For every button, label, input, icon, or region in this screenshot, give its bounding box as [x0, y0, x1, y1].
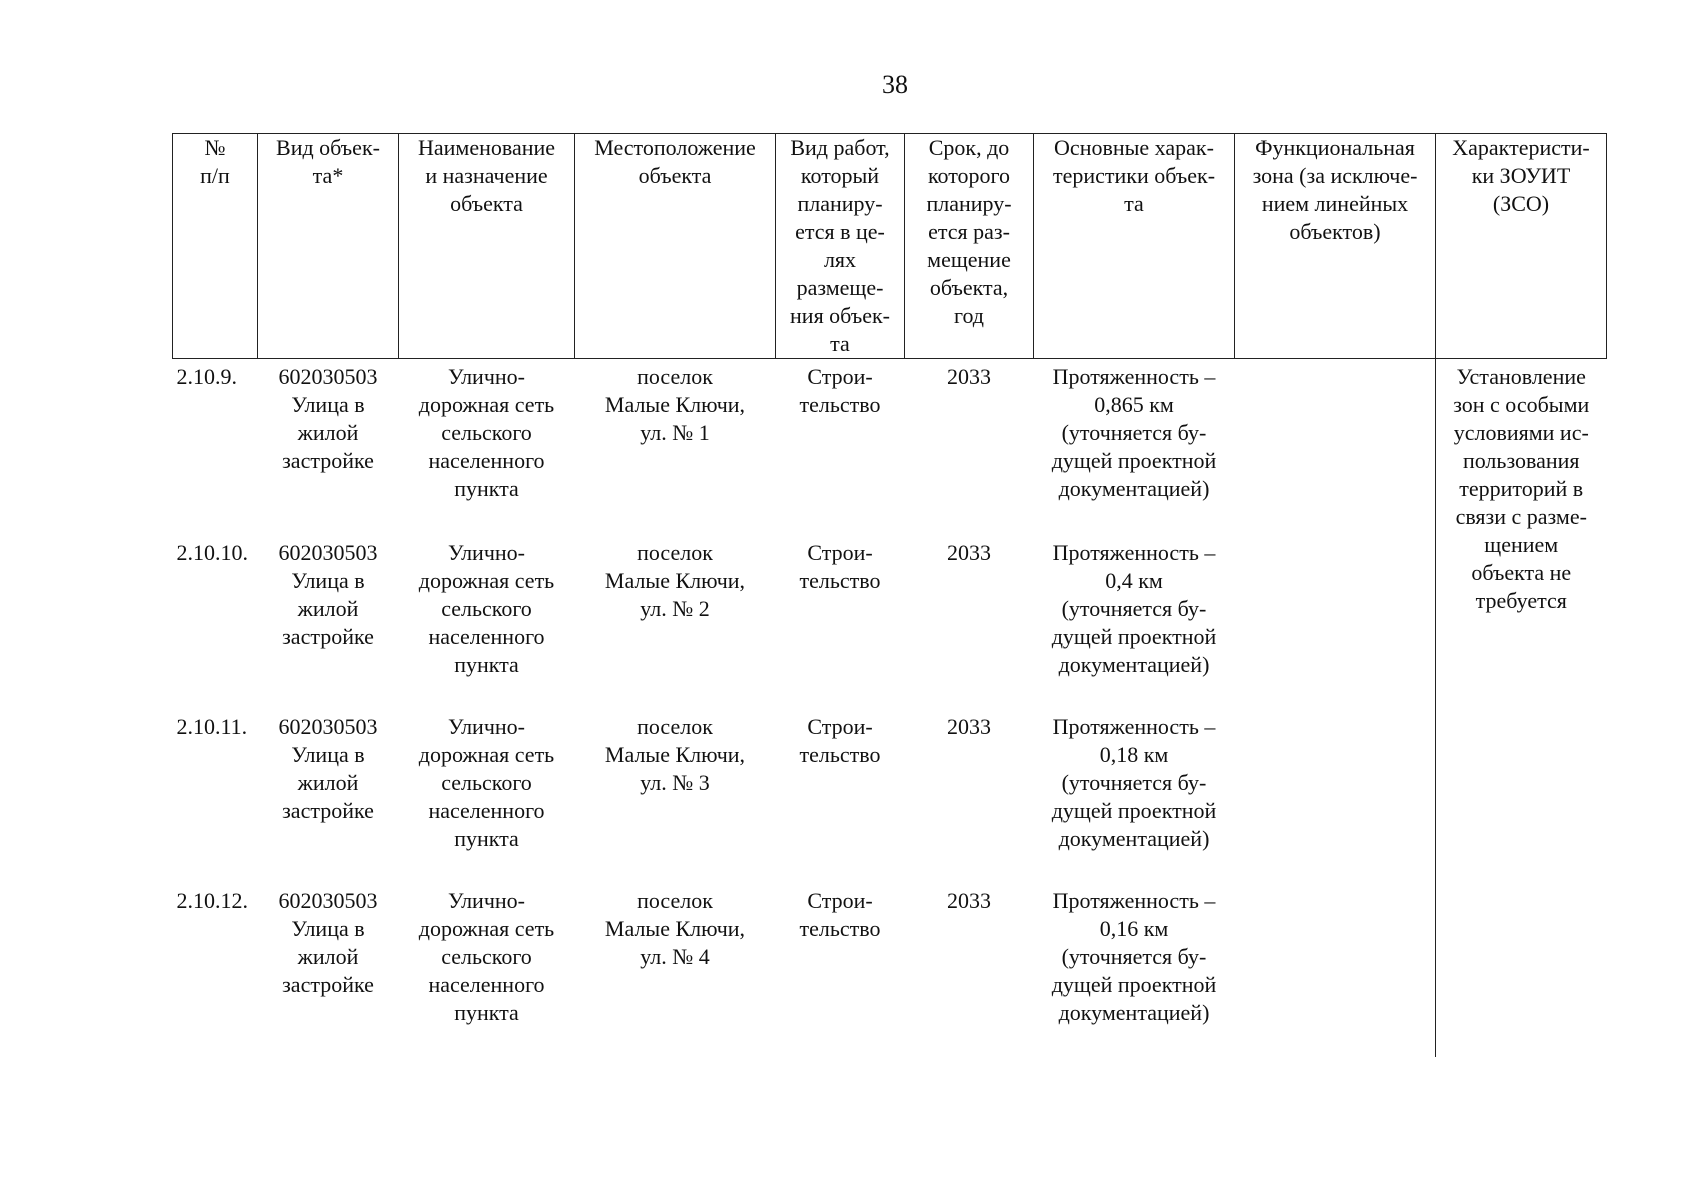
header-line: который: [800, 163, 880, 188]
table-row: [173, 535, 1607, 709]
cell-line: 602030503: [278, 888, 378, 913]
cell-line: Малые Ключи,: [604, 392, 746, 417]
table-header-row: [173, 134, 1607, 359]
cell-line: поселок: [637, 714, 713, 739]
cell-line: Строи-: [807, 364, 873, 389]
cell-line: жилой: [297, 420, 359, 445]
header-line: мещение: [927, 247, 1011, 272]
cell-line: 0,16 км: [1099, 916, 1169, 941]
cell-line: сельского: [441, 420, 532, 445]
header-line: объекта,: [929, 275, 1009, 300]
cell-line: Протяженность –: [1052, 364, 1216, 389]
table-body: [173, 359, 1607, 1058]
cell-line: 0,865 км: [1094, 392, 1174, 417]
cell-line: жилой: [297, 596, 359, 621]
cell-location: [575, 535, 776, 709]
header-line: год: [953, 303, 985, 328]
cell-line: застройке: [282, 972, 374, 997]
cell-line: Строи-: [807, 714, 873, 739]
header-object-kind: [258, 134, 399, 359]
cell-line: документацией): [1058, 1000, 1210, 1025]
header-line: Характеристи-: [1452, 135, 1590, 160]
cell-line: Улично-: [447, 714, 525, 739]
cell-line: дущей проектной: [1051, 624, 1217, 649]
cell-work-type: [776, 883, 905, 1057]
header-line: лях: [823, 247, 857, 272]
header-line: №: [204, 135, 226, 160]
cell-line: Улица в: [291, 916, 365, 941]
page-number: 38: [882, 70, 908, 99]
cell-functional-zone: [1235, 883, 1436, 1057]
cell-line: застройке: [282, 448, 374, 473]
cell-line: зон с особыми: [1453, 392, 1590, 417]
header-line: Местоположение: [594, 135, 756, 160]
header-line: та: [830, 331, 850, 356]
header-line: ется в це-: [795, 219, 885, 244]
header-name-purpose: [399, 134, 575, 359]
cell-line: объекта не: [1471, 560, 1572, 585]
cell-line: застройке: [282, 798, 374, 823]
header-line: теристики объек-: [1052, 163, 1216, 188]
cell-line: пользования: [1462, 448, 1580, 473]
cell-line: 0,18 км: [1099, 742, 1169, 767]
cell-work-type: [776, 359, 905, 536]
cell-object-kind: [258, 883, 399, 1057]
cell-line: (уточняется бу-: [1061, 770, 1207, 795]
cell-line: Протяженность –: [1052, 714, 1216, 739]
cell-line: документацией): [1058, 652, 1210, 677]
cell-line: Улично-: [447, 888, 525, 913]
cell-line: Малые Ключи,: [604, 916, 746, 941]
cell-line: Установление: [1456, 364, 1586, 389]
header-line: зона (за исключе-: [1252, 163, 1418, 188]
header-line: та*: [312, 163, 344, 188]
cell-line: Протяженность –: [1052, 540, 1216, 565]
cell-line: ул. № 4: [640, 944, 710, 969]
header-line: та: [1124, 191, 1144, 216]
table-row: [173, 709, 1607, 883]
cell-line: тельство: [799, 916, 881, 941]
cell-line: Малые Ключи,: [604, 568, 746, 593]
cell-line: населенного: [428, 972, 545, 997]
cell-line: ул. № 2: [640, 596, 710, 621]
header-functional-zone: [1235, 134, 1436, 359]
header-line: планиру-: [926, 191, 1012, 216]
cell-name-purpose: [399, 535, 575, 709]
objects-table: [172, 133, 1607, 1057]
cell-deadline-year: 2033: [947, 364, 991, 389]
cell-line: сельского: [441, 944, 532, 969]
header-line: объекта: [638, 163, 712, 188]
header-line: и назначение: [425, 163, 548, 188]
cell-number: 2.10.9.: [176, 364, 237, 389]
table-row: [173, 359, 1607, 536]
cell-object-kind: [258, 359, 399, 536]
header-line: Функциональная: [1255, 135, 1415, 160]
cell-deadline-year: 2033: [947, 714, 991, 739]
cell-line: 0,4 км: [1105, 568, 1163, 593]
cell-line: требуется: [1475, 588, 1567, 613]
cell-line: жилой: [297, 770, 359, 795]
cell-line: тельство: [799, 742, 881, 767]
header-number: [173, 134, 258, 359]
cell-line: связи с разме-: [1455, 504, 1587, 529]
cell-line: пункта: [454, 652, 519, 677]
cell-line: дорожная сеть: [418, 392, 555, 417]
header-line: планиру-: [797, 191, 883, 216]
header-line: ки ЗОУИТ: [1471, 163, 1571, 188]
header-line: Срок, до: [928, 135, 1010, 160]
header-line: ется раз-: [928, 219, 1010, 244]
cell-line: Улица в: [291, 568, 365, 593]
cell-line: дущей проектной: [1051, 972, 1217, 997]
cell-line: тельство: [799, 392, 881, 417]
cell-zouit-note: [1436, 359, 1607, 1058]
cell-location: [575, 883, 776, 1057]
header-work-type: [776, 134, 905, 359]
cell-line: Малые Ключи,: [604, 742, 746, 767]
cell-deadline-year: 2033: [947, 888, 991, 913]
cell-location: [575, 359, 776, 536]
cell-line: территорий в: [1459, 476, 1584, 501]
header-line: нием линейных: [1261, 191, 1409, 216]
cell-name-purpose: [399, 359, 575, 536]
cell-line: Улично-: [447, 540, 525, 565]
cell-functional-zone: [1235, 535, 1436, 709]
cell-deadline-year: 2033: [947, 540, 991, 565]
cell-line: поселок: [637, 364, 713, 389]
cell-line: дущей проектной: [1051, 798, 1217, 823]
header-line: размеще-: [796, 275, 884, 300]
header-zouit: [1436, 134, 1607, 359]
cell-line: 602030503: [278, 364, 378, 389]
header-line: объекта: [450, 191, 523, 216]
table-row: [173, 883, 1607, 1057]
cell-name-purpose: [399, 709, 575, 883]
cell-number: 2.10.12.: [176, 888, 248, 913]
header-location: [575, 134, 776, 359]
cell-line: документацией): [1058, 476, 1210, 501]
cell-work-type: [776, 709, 905, 883]
cell-line: сельского: [441, 596, 532, 621]
cell-line: (уточняется бу-: [1061, 944, 1207, 969]
cell-characteristics: [1034, 709, 1235, 883]
cell-line: щением: [1484, 532, 1559, 557]
cell-line: Улица в: [291, 742, 365, 767]
header-line: Основные харак-: [1054, 135, 1214, 160]
header-line: Вид объек-: [276, 135, 380, 160]
cell-name-purpose: [399, 883, 575, 1057]
header-line: п/п: [200, 163, 230, 188]
cell-line: застройке: [282, 624, 374, 649]
cell-number: 2.10.11.: [176, 714, 248, 739]
cell-line: пункта: [454, 1000, 519, 1025]
cell-line: 602030503: [278, 540, 378, 565]
cell-line: документацией): [1058, 826, 1210, 851]
cell-line: населенного: [428, 798, 545, 823]
cell-line: Строи-: [807, 540, 873, 565]
cell-characteristics: [1034, 535, 1235, 709]
cell-line: населенного: [428, 448, 545, 473]
header-line: (ЗСО): [1492, 191, 1550, 216]
cell-line: поселок: [637, 540, 713, 565]
cell-line: жилой: [297, 944, 359, 969]
cell-line: Улично-: [447, 364, 525, 389]
header-line: Наименование: [417, 135, 556, 160]
cell-line: Протяженность –: [1052, 888, 1216, 913]
header-deadline: [905, 134, 1034, 359]
cell-line: поселок: [637, 888, 713, 913]
cell-line: дорожная сеть: [418, 568, 555, 593]
header-characteristics: [1034, 134, 1235, 359]
cell-characteristics: [1034, 359, 1235, 536]
cell-work-type: [776, 535, 905, 709]
cell-line: пункта: [454, 826, 519, 851]
cell-line: Улица в: [291, 392, 365, 417]
cell-object-kind: [258, 709, 399, 883]
cell-line: дорожная сеть: [418, 916, 555, 941]
cell-line: пункта: [454, 476, 519, 501]
cell-location: [575, 709, 776, 883]
cell-characteristics: [1034, 883, 1235, 1057]
cell-line: 602030503: [278, 714, 378, 739]
cell-line: дорожная сеть: [418, 742, 555, 767]
header-line: объектов): [1289, 219, 1381, 244]
header-line: ния объек-: [790, 303, 890, 328]
cell-line: (уточняется бу-: [1061, 596, 1207, 621]
cell-functional-zone: [1235, 709, 1436, 883]
cell-functional-zone: [1235, 359, 1436, 536]
cell-line: ул. № 1: [640, 420, 710, 445]
cell-line: дущей проектной: [1051, 448, 1217, 473]
cell-line: условиями ис-: [1453, 420, 1589, 445]
cell-line: населенного: [428, 624, 545, 649]
cell-number: 2.10.10.: [176, 540, 248, 565]
header-line: Вид работ,: [790, 135, 890, 160]
cell-line: тельство: [799, 568, 881, 593]
cell-object-kind: [258, 535, 399, 709]
cell-line: (уточняется бу-: [1061, 420, 1207, 445]
cell-line: ул. № 3: [640, 770, 710, 795]
cell-line: Строи-: [807, 888, 873, 913]
header-line: которого: [927, 163, 1011, 188]
cell-line: сельского: [441, 770, 532, 795]
